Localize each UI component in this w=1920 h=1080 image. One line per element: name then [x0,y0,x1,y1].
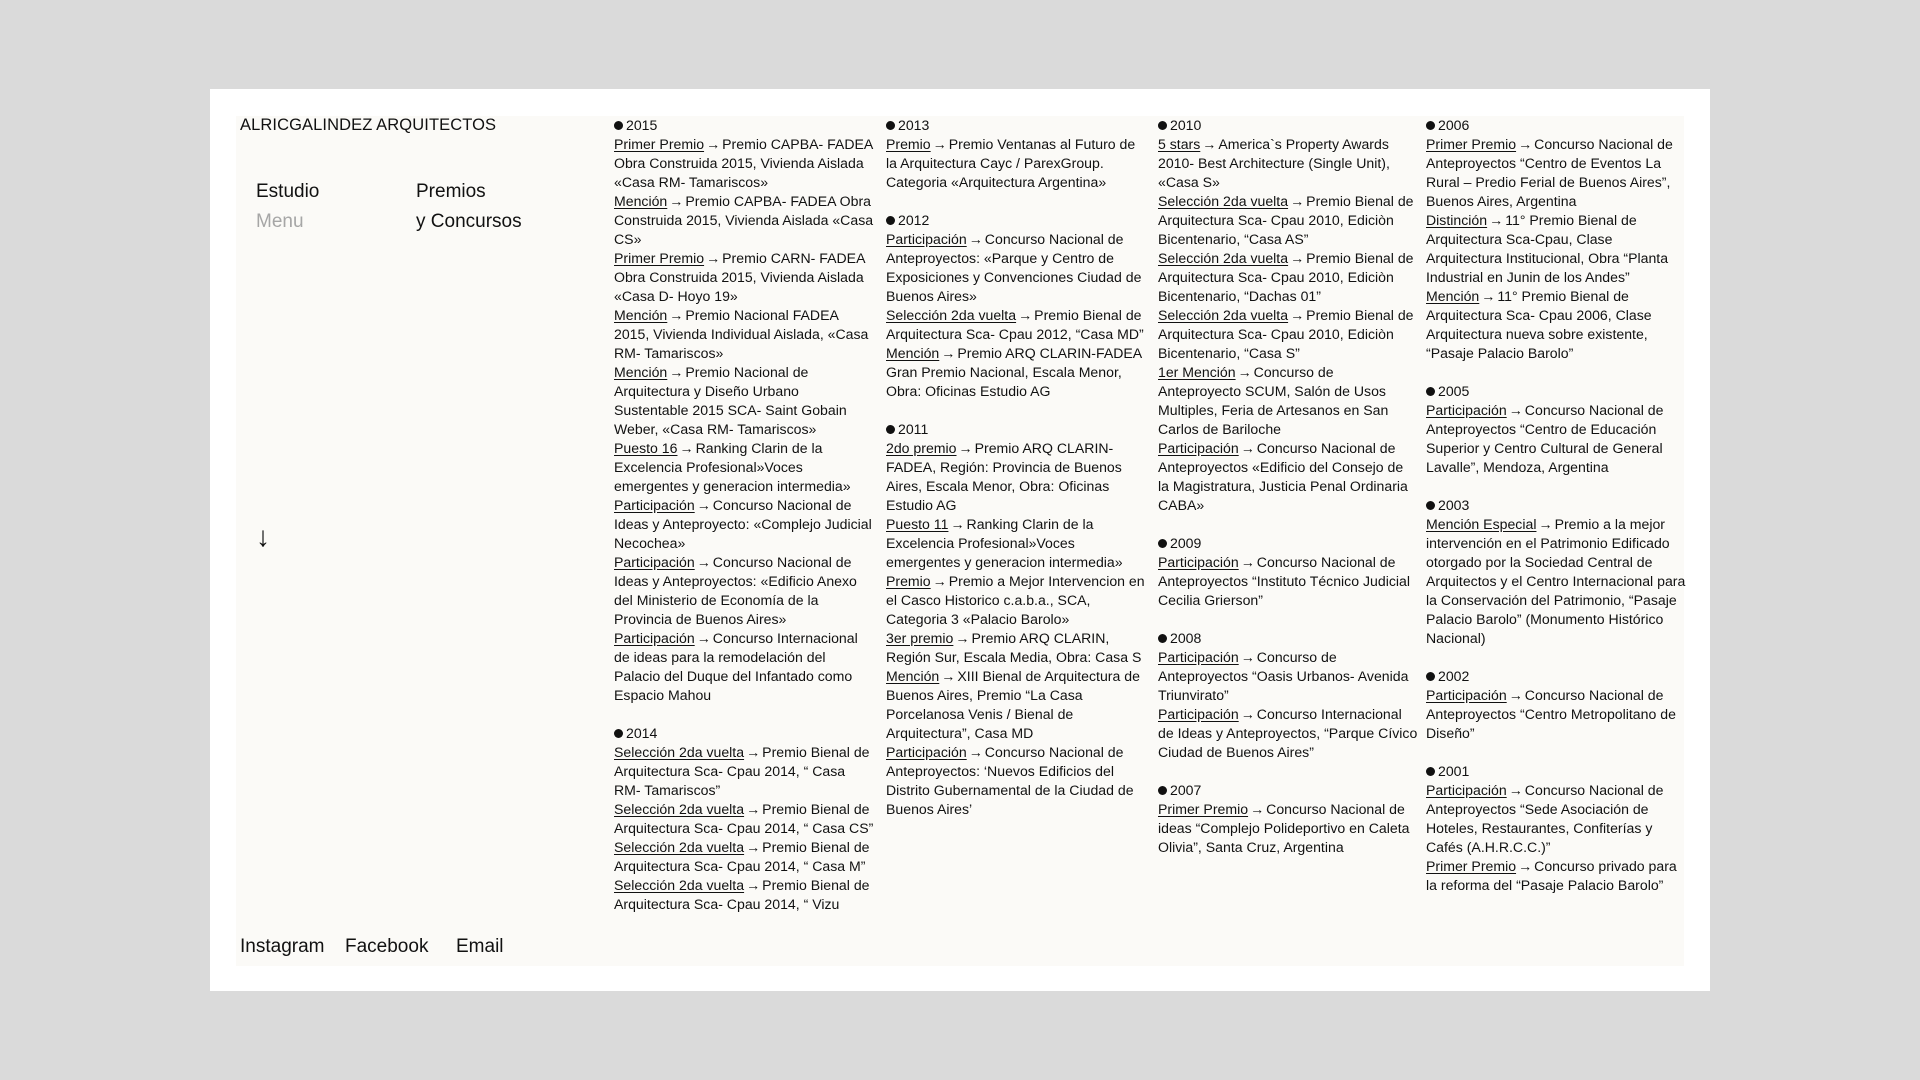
award-description: XIII Bienal de Arquitectura de Buenos Aires, Premio “La Casa Porcelanosa Venis / Bienal de Arquitectura”, Casa MD [886,668,1140,741]
award-link[interactable]: Mención [614,364,668,380]
arrow-right-icon: → [696,630,711,646]
award-description: Concurso Internacional de Ideas y Anteproyectos, “Parque Cívico Ciudad de Buenos Aires” [1158,706,1418,760]
award-year-block [886,420,1146,819]
arrow-right-icon: → [950,516,965,532]
year-heading: 2012 [886,211,1146,230]
award-description: Concurso Nacional de Anteproyectos: «Parque y Centro de Exposiciones y Convenciones Ciudad de Buenos Aires» [886,231,1142,304]
award-entry [1158,648,1418,705]
award-description: Premio ARQ CLARIN-FADEA, Región: Provincia de Buenos Aires, Escala Menor, Obra: Oficinas Estudio AG [886,440,1122,513]
award-year-block [1426,382,1686,477]
award-entry [614,306,874,363]
arrow-right-icon: → [679,440,694,456]
award-entry [886,515,1146,572]
award-link[interactable]: Participación [1426,782,1507,798]
arrow-right-icon: → [968,231,983,247]
arrow-right-icon: → [696,554,711,570]
award-entry [614,553,874,629]
nav-estudio[interactable]: Estudio [256,181,320,202]
award-description: Concurso de Anteproyectos “Oasis Urbanos- Avenida Triunvirato” [1158,649,1409,703]
arrow-right-icon: → [1508,402,1523,418]
year-heading: 2011 [886,420,1146,439]
award-link[interactable]: Participación [614,497,695,513]
award-entry [614,192,874,249]
arrow-right-icon: → [746,744,761,760]
award-entry [1426,781,1686,857]
award-description: Premio Bienal de Arquitectura Sca- Cpau 2014, “ Casa RM- Tamariscos” [614,744,870,798]
nav-menu[interactable]: Menu [256,211,304,232]
year-heading: 2007 [1158,781,1418,800]
year-heading: 2015 [614,116,874,135]
award-link[interactable]: Selección 2da vuelta [1158,250,1289,266]
award-link[interactable]: Primer Premio [614,136,705,152]
award-entry [886,306,1146,344]
year-heading: 2009 [1158,534,1418,553]
award-link[interactable]: Primer Premio [1426,136,1517,152]
award-description: Premio Bienal de Arquitectura Sca- Cpau 2010, Ediciòn Bicentenario, “Casa AS” [1158,193,1414,247]
year-heading: 2001 [1426,762,1686,781]
award-entry [1158,192,1418,249]
award-description: Premio Bienal de Arquitectura Sca- Cpau 2010, Ediciòn Bicentenario, “Casa S” [1158,307,1414,361]
scroll-down-arrow-icon[interactable]: ↓ [256,521,270,552]
arrow-right-icon: → [746,839,761,855]
award-entry [886,230,1146,306]
award-entry [1158,800,1418,857]
arrow-right-icon: → [1518,136,1533,152]
award-description: Concurso Nacional de Anteproyectos “Sede Asociación de Hoteles, Restaurantes, Confiterías y Cafés (A.H.R.C.C.)” [1426,782,1664,855]
email-link[interactable]: Email [456,936,504,957]
award-year-block [614,116,874,705]
arrow-right-icon: → [941,668,956,684]
award-description: 11° Premio Bienal de Arquitectura Sca-Cpau, Clase Arquitectura Institucional, Obra “Planta Industrial en Junin de los Andes” [1426,212,1669,285]
year-heading: 2006 [1426,116,1686,135]
arrow-right-icon: → [746,877,761,893]
arrow-right-icon: → [669,364,684,380]
award-entry [614,496,874,553]
award-year-block [1426,667,1686,743]
award-link[interactable]: Selección 2da vuelta [886,307,1017,323]
awards-column-1 [614,116,874,936]
brand-logo[interactable]: ALRICGALINDEZ ARQUITECTOS [240,116,497,134]
award-description: America`s Property Awards 2010- Best Architecture (Single Unit), «Casa S» [1158,136,1390,190]
award-description: Premio Bienal de Arquitectura Sca- Cpau 2012, “Casa MD” [886,307,1144,342]
award-description: Premio CAPBA- FADEA Obra Construida 2015, Vivienda Aislada «Casa CS» [614,193,874,247]
award-description: Concurso Internacional de ideas para la remodelación del Palacio del Duque del Infantado como Espacio Mahou [614,630,858,703]
award-link[interactable]: Participación [886,744,967,760]
award-link[interactable]: 5 stars [1158,136,1201,152]
arrow-right-icon: → [706,136,721,152]
award-entry [1158,439,1418,515]
nav-concursos-label: y Concursos [416,211,522,232]
arrow-right-icon: → [1518,858,1533,874]
award-link[interactable]: Participación [1158,649,1239,665]
award-entry [614,363,874,439]
arrow-right-icon: → [1202,136,1217,152]
award-link[interactable]: 3er premio [886,630,954,646]
award-description: Premio Bienal de Arquitectura Sca- Cpau 2014, “ Vizu [614,877,870,912]
award-link[interactable]: Participación [1158,440,1239,456]
award-entry [614,876,874,914]
award-entry [1158,135,1418,192]
award-link[interactable]: Mención [886,345,940,361]
arrow-right-icon: → [958,440,973,456]
award-description: Concurso Nacional de ideas “Complejo Polideportivo en Caleta Olivia”, Santa Cruz, Argentina [1158,801,1410,855]
arrow-right-icon: → [1290,250,1305,266]
award-entry [886,572,1146,629]
award-entry [1158,553,1418,610]
award-link[interactable]: Selección 2da vuelta [614,744,745,760]
arrow-right-icon: → [746,801,761,817]
arrow-right-icon: → [696,497,711,513]
award-description: Concurso privado para la reforma del “Pasaje Palacio Barolo” [1426,858,1677,893]
award-year-block [1426,496,1686,648]
award-link[interactable]: Mención [1426,288,1480,304]
arrow-right-icon: → [1018,307,1033,323]
award-link[interactable]: Participación [614,554,695,570]
award-year-block [1426,116,1686,363]
award-entry [1426,135,1686,211]
arrow-right-icon: → [1240,706,1255,722]
award-entry [1426,401,1686,477]
award-link[interactable]: Participación [614,630,695,646]
arrow-right-icon: → [1508,687,1523,703]
arrow-right-icon: → [1290,193,1305,209]
award-description: Ranking Clarin de la Excelencia Profesional»Voces emergentes y generacion intermedia» [886,516,1123,570]
award-description: Premio a la mejor intervención en el Patrimonio Edificado otorgado por la Sociedad Central de Arquitectos y el Centro Internacional para la Conservación del Patrimonio, “Pasaje Palacio Barolo” (Monumento Histórico Nacional) [1426,516,1686,646]
year-heading: 2010 [1158,116,1418,135]
award-entry [614,439,874,496]
award-entry [614,838,874,876]
award-entry [886,439,1146,515]
year-heading: 2003 [1426,496,1686,515]
arrow-right-icon: → [968,744,983,760]
award-entry [886,629,1146,667]
award-description: Premio CARN- FADEA Obra Construida 2015, Vivienda Aislada «Casa D- Hoyo 19» [614,250,865,304]
awards-column-2 [886,116,1146,936]
nav-premios-concursos[interactable] [416,177,566,237]
award-entry [886,135,1146,192]
award-link[interactable]: Selección 2da vuelta [614,839,745,855]
award-entry [614,800,874,838]
award-entry [886,667,1146,743]
award-link[interactable]: Selección 2da vuelta [614,801,745,817]
award-description: Concurso de Anteproyecto SCUM, Salón de Usos Multiples, Feria de Artesanos en San Carlos de Bariloche [1158,364,1389,437]
award-entry [1158,306,1418,363]
arrow-right-icon: → [1240,649,1255,665]
arrow-right-icon: → [1250,801,1265,817]
arrow-right-icon: → [1290,307,1305,323]
award-year-block [1158,116,1418,515]
award-entry [886,743,1146,819]
award-link[interactable]: Participación [1426,687,1507,703]
year-heading: 2002 [1426,667,1686,686]
year-heading: 2005 [1426,382,1686,401]
award-description: Concurso Nacional de Anteproyectos: ‘Nuevos Edificios del Distrito Gubernamental de la Ciudad de Buenos Aires’ [886,744,1134,817]
arrow-right-icon: → [669,307,684,323]
award-year-block [1158,781,1418,857]
award-link[interactable]: Premio [886,136,931,152]
award-entry [1426,857,1686,895]
award-link[interactable]: Mención Especial [1426,516,1537,532]
award-year-block [1158,534,1418,610]
award-link[interactable]: 1er Mención [1158,364,1236,380]
award-description: Concurso Nacional de Anteproyectos «Edificio del Consejo de la Magistratura, Justicia Penal Ordinaria CABA» [1158,440,1408,513]
award-link[interactable]: Primer Premio [1158,801,1249,817]
award-year-block [614,724,874,914]
award-link[interactable]: 2do premio [886,440,957,456]
nav-premios-label: Premios [416,181,486,202]
award-description: Concurso Nacional de Anteproyectos “Instituto Técnico Judicial Cecilia Grierson” [1158,554,1410,608]
award-link[interactable]: Distinción [1426,212,1488,228]
arrow-right-icon: → [1508,782,1523,798]
facebook-link[interactable]: Facebook [345,936,429,957]
award-entry [1158,363,1418,439]
award-link[interactable]: Participación [886,231,967,247]
award-description: Premio a Mejor Intervencion en el Casco Historico c.a.b.a., SCA, Categoria 3 «Palacio Barolo» [886,573,1145,627]
year-heading: 2013 [886,116,1146,135]
awards-column-4 [1426,116,1686,936]
award-entry [1158,705,1418,762]
award-description: Premio ARQ CLARIN-FADEA Gran Premio Nacional, Escala Menor, Obra: Oficinas Estudio AG [886,345,1142,399]
award-description: Premio Bienal de Arquitectura Sca- Cpau 2014, “ Casa CS” [614,801,874,836]
award-link[interactable]: Puesto 11 [886,516,949,532]
award-entry [1158,249,1418,306]
arrow-right-icon: → [932,573,947,589]
award-entry [614,249,874,306]
award-entry [614,135,874,192]
award-description: Premio Ventanas al Futuro de la Arquitectura Cayc / ParexGroup. Categoria «Arquitectura Argentina» [886,136,1136,190]
arrow-right-icon: → [955,630,970,646]
award-description: Premio ARQ CLARIN, Región Sur, Escala Media, Obra: Casa S [886,630,1142,665]
arrow-right-icon: → [1489,212,1504,228]
award-link[interactable]: Mención [614,193,668,209]
award-link[interactable]: Premio [886,573,931,589]
awards-column-3 [1158,116,1418,936]
award-entry [886,344,1146,401]
award-description: Premio Bienal de Arquitectura Sca- Cpau 2010, Ediciòn Bicentenario, “Dachas 01” [1158,250,1414,304]
year-heading: 2008 [1158,629,1418,648]
arrow-right-icon: → [932,136,947,152]
award-description: Ranking Clarin de la Excelencia Profesional»Voces emergentes y generacion intermedia» [614,440,851,494]
award-link[interactable]: Selección 2da vuelta [1158,193,1289,209]
award-link[interactable]: Participación [1158,554,1239,570]
award-link[interactable]: Primer Premio [614,250,705,266]
award-link[interactable]: Puesto 16 [614,440,678,456]
arrow-right-icon: → [941,345,956,361]
award-description: Premio Bienal de Arquitectura Sca- Cpau 2014, “ Casa M” [614,839,870,874]
award-year-block [1426,762,1686,895]
award-year-block [1158,629,1418,762]
arrow-right-icon: → [1538,516,1553,532]
instagram-link[interactable]: Instagram [240,936,325,957]
award-description: 11° Premio Bienal de Arquitectura Sca- Cpau 2006, Clase Arquitectura nueva sobre existente, “Pasaje Palacio Barolo” [1426,288,1652,361]
award-description: Concurso Nacional de Ideas y Anteproyecto: «Complejo Judicial Necochea» [614,497,872,551]
award-link[interactable]: Selección 2da vuelta [614,877,745,893]
award-year-block [886,116,1146,192]
award-description: Concurso Nacional de Anteproyectos “Centro de Eventos La Rural – Predio Ferial de Buenos Aires”, Buenos Aires, Argentina [1426,136,1673,209]
award-link[interactable]: Mención [886,668,940,684]
award-entry [1426,686,1686,743]
award-link[interactable]: Participación [1158,706,1239,722]
arrow-right-icon: → [669,193,684,209]
award-entry [1426,287,1686,363]
award-entry [614,743,874,800]
award-description: Concurso Nacional de Ideas y Anteproyectos: «Edificio Anexo del Ministerio de Economía de la Provincia de Buenos Aires» [614,554,857,627]
award-entry [614,629,874,705]
year-heading: 2014 [614,724,874,743]
arrow-right-icon: → [1240,554,1255,570]
award-link[interactable]: Selección 2da vuelta [1158,307,1289,323]
award-entry [1426,211,1686,287]
arrow-right-icon: → [1240,440,1255,456]
award-description: Premio CAPBA- FADEA Obra Construida 2015, Vivienda Aislada «Casa RM- Tamariscos» [614,136,873,190]
award-link[interactable]: Primer Premio [1426,858,1517,874]
award-description: Premio Nacional de Arquitectura y Diseño Urbano Sustentable 2015 SCA- Saint Gobain Weber, «Casa RM- Tamariscos» [614,364,847,437]
award-link[interactable]: Participación [1426,402,1507,418]
arrow-right-icon: → [706,250,721,266]
award-description: Concurso Nacional de Anteproyectos “Centro Metropolitano de Diseño” [1426,687,1676,741]
award-year-block [886,211,1146,401]
award-link[interactable]: Mención [614,307,668,323]
award-description: Concurso Nacional de Anteproyectos “Centro de Educación Superior y Centro Cultural de General Lavalle”, Mendoza, Argentina [1426,402,1664,475]
arrow-right-icon: → [1237,364,1252,380]
arrow-right-icon: → [1481,288,1496,304]
award-entry [1426,515,1686,648]
award-description: Premio Nacional FADEA 2015, Vivienda Individual Aislada, «Casa RM- Tamariscos» [614,307,869,361]
